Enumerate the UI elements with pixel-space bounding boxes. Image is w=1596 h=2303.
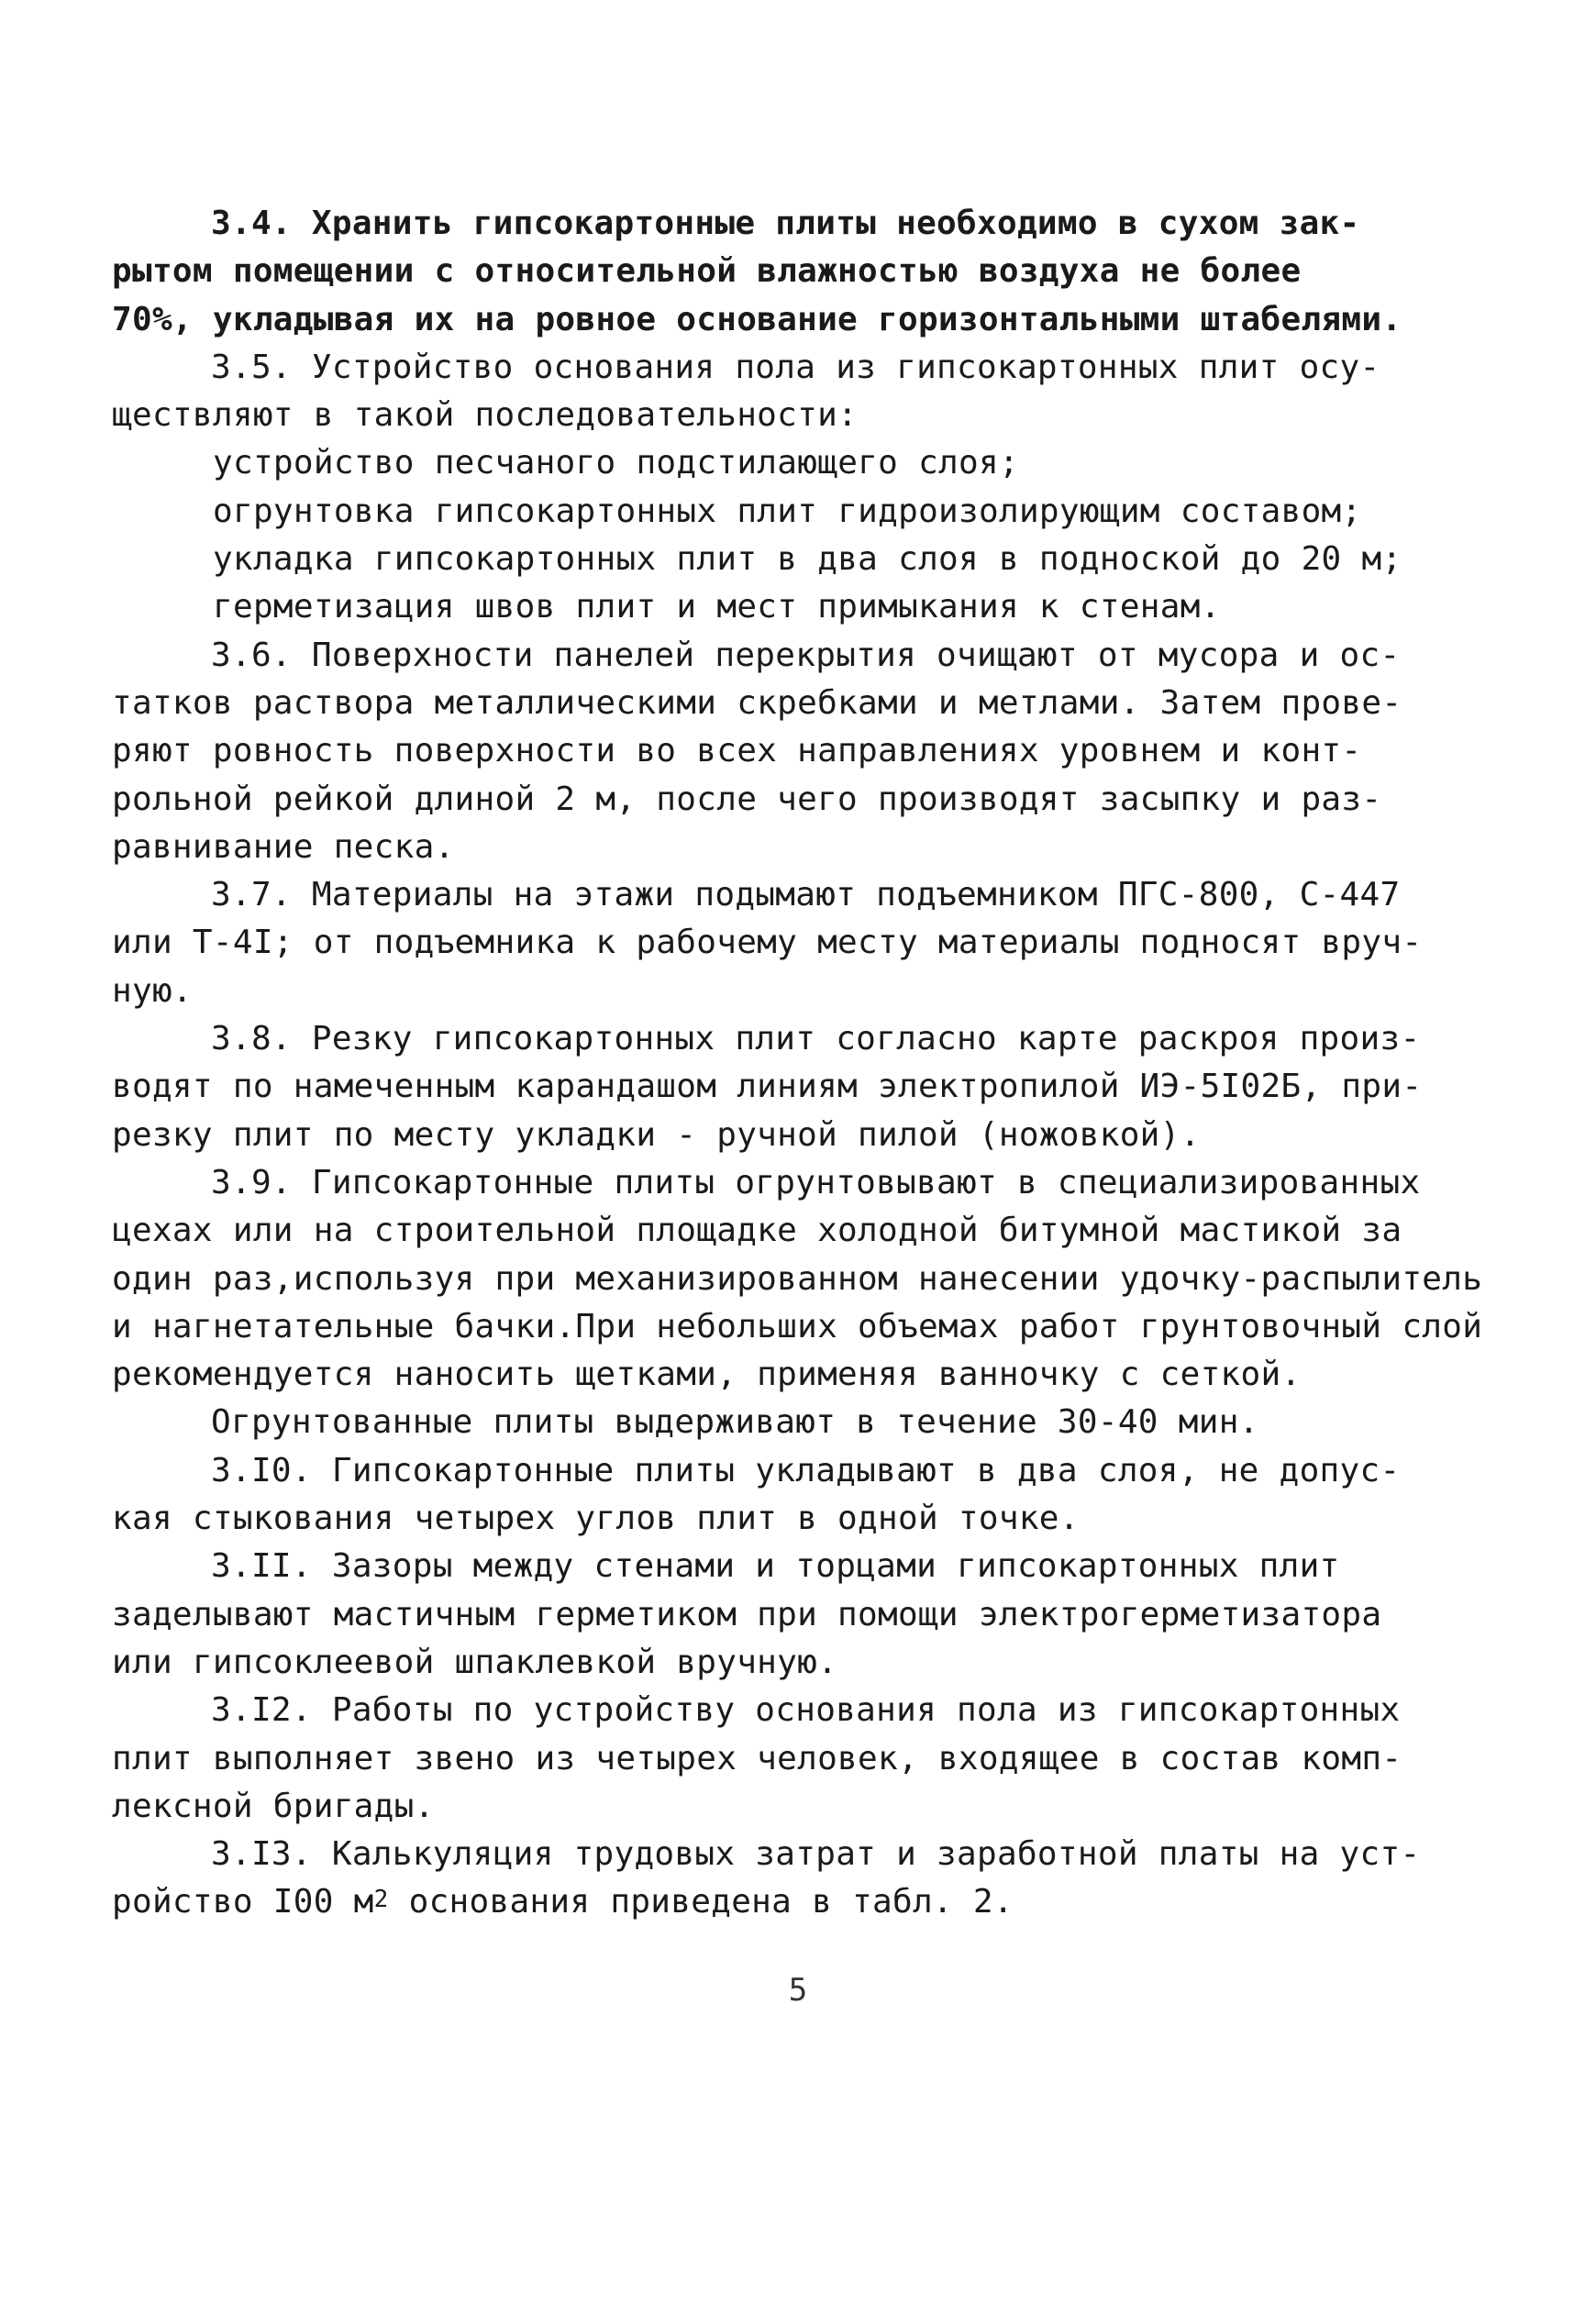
paragraph-3-8-line-3: резку плит по месту укладки - ручной пилой (ножовкой). [112,1115,1201,1154]
paragraph-3-6-line-4: рольной рейкой длиной 2 м, после чего производят засыпку и раз- [112,780,1382,818]
paragraph-3-9-line-2: цехах или на строительной площадке холодной битумной мастикой за [112,1212,1402,1250]
paragraph-3-10-line-1: 3.I0. Гипсокартонные плиты укладывают в два слоя, не допус- [211,1451,1401,1489]
paragraph-3-9-line-3: один раз,используя при механизированном нанесении удочку-распылитель [112,1259,1483,1298]
square-superscript: 2 [373,1886,389,1914]
paragraph-3-7-line-2: или Т-4I; от подъемника к рабочему месту материалы подносят вруч- [112,924,1423,962]
list-item-priming: огрунтовка гипсокартонных плит гидроизолирующим составом; [213,492,1362,530]
paragraph-3-4-line-2: рытом помещении с относительной влажностью воздуха не более [112,252,1302,291]
paragraph-3-13-line-2 [112,1878,1442,1926]
paragraph-3-12-line-2: плит выполняет звено из четырех человек, входящее в состав комп- [112,1739,1402,1777]
document-body [112,200,1483,1927]
paragraph-3-10-line-2: кая стыкования четырех углов плит в одной точке. [112,1500,1080,1538]
paragraph-3-8-line-2: водят по намеченным карандашом линиям электропилой ИЭ-5I02Б, при- [112,1068,1423,1106]
paragraph-3-4-line-3: 70%, укладывая их на ровное основание горизонтальными штабелями. [112,300,1402,338]
list-item-sand-layer: устройство песчаного подстилающего слоя; [213,444,1019,482]
paragraph-3-9-line-4: и нагнетательные бачки.При небольших объемах работ грунтовочный слой [112,1307,1483,1345]
paragraph-3-11-line-2: заделывают мастичным герметиком при помощи электрогерметизатора [112,1595,1382,1633]
paragraph-3-13-line-1: 3.I3. Калькуляция трудовых затрат и заработной платы на уст- [211,1835,1421,1874]
paragraph-3-6-line-3: ряют ровность поверхности во всех направлениях уровнем и конт- [112,732,1362,770]
paragraph-primed-plates: Огрунтованные плиты выдерживают в течение 30-40 мин. [211,1403,1259,1442]
paragraph-3-13-line-2-end: основания приведена в табл. 2. [388,1883,1014,1921]
paragraph-3-8-line-1: 3.8. Резку гипсокартонных плит согласно карте раскроя произ- [211,1020,1421,1058]
paragraph-3-7-line-3: ную. [112,971,193,1010]
paragraph-3-9-line-5: рекомендуется наносить щетками, применяя ванночку с сеткой. [112,1356,1302,1394]
paragraph-3-12-line-1: 3.I2. Работы по устройству основания пола из гипсокартонных [211,1691,1401,1730]
paragraph-3-5-line-1: 3.5. Устройство основания пола из гипсокартонных плит осу- [211,348,1380,386]
paragraph-3-11-line-3: или гипсоклеевой шпаклевкой вручную. [112,1643,838,1681]
paragraph-3-6-line-1: 3.6. Поверхности панелей перекрытия очищают от мусора и ос- [211,636,1401,674]
paragraph-3-7-line-1: 3.7. Материалы на этажи подымают подъемником ПГС-800, С-447 [211,876,1401,914]
paragraph-3-4-line-1: 3.4. Хранить гипсокартонные плиты необходимо в сухом зак- [211,205,1360,242]
list-item-laying: укладка гипсокартонных плит в два слоя в подноской до 20 м; [213,540,1402,579]
paragraph-3-6-line-2: татков раствора металлическими скребками и метлами. Затем прове- [112,683,1402,722]
list-item-sealing: герметизация швов плит и мест примыкания к стенам. [213,588,1221,626]
paragraph-3-11-line-1: 3.II. Зазоры между стенами и торцами гипсокартонных плит [211,1547,1340,1586]
paragraph-3-6-line-5: равнивание песка. [112,827,455,866]
paragraph-3-12-line-3: лексной бригады. [112,1787,435,1825]
paragraph-3-5-line-2: ществляют в такой последовательности: [112,396,859,435]
page-number: 5 [788,1972,808,2009]
paragraph-3-9-line-1: 3.9. Гипсокартонные плиты огрунтовывают в специализированных [211,1163,1421,1201]
paragraph-3-13-line-2-start: ройство I00 м [112,1883,374,1921]
